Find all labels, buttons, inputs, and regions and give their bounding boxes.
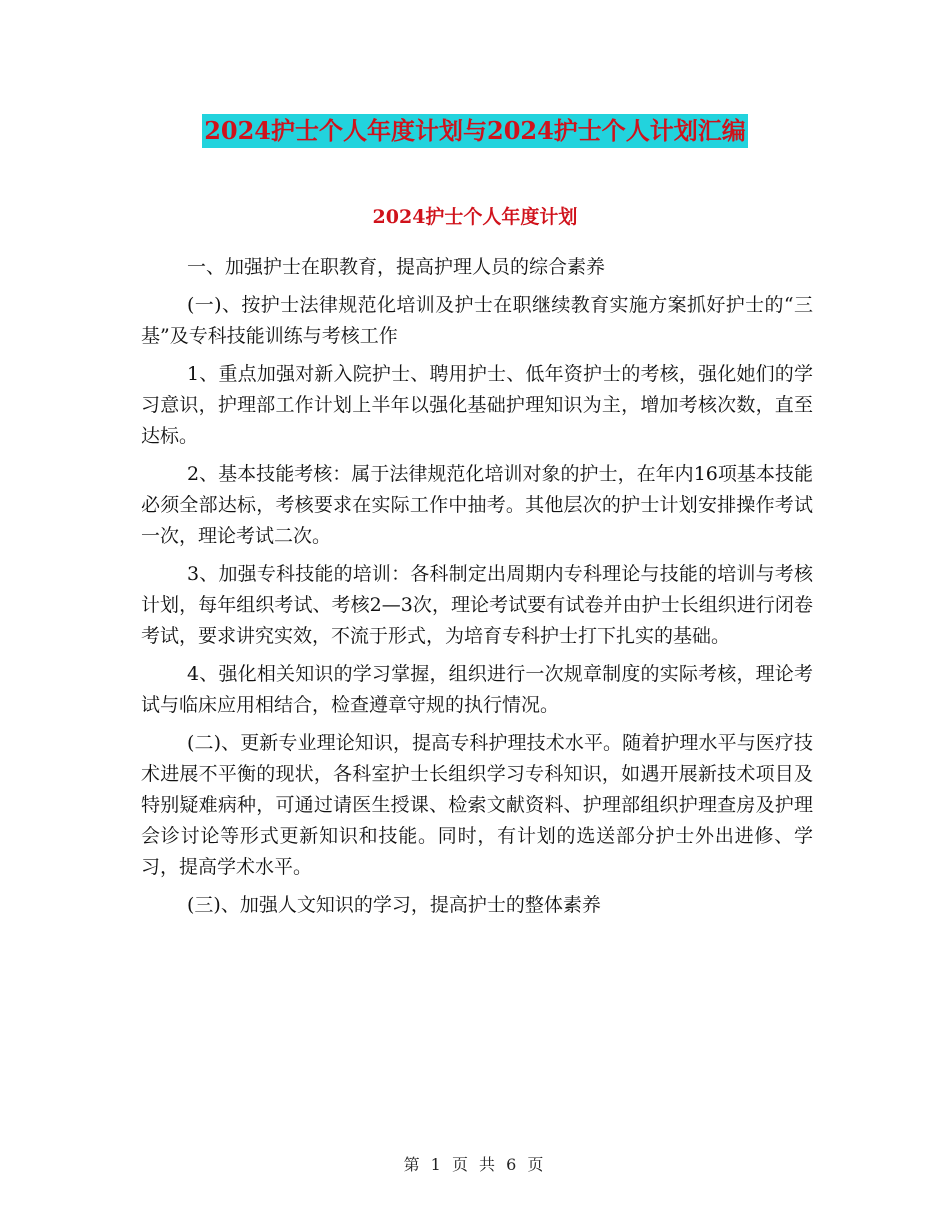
section-title: 2024护士个人年度计划 [372, 206, 578, 228]
paragraph: (二)、更新专业理论知识，提高专科护理技术水平。随着护理水平与医疗技术进展不平衡的现状，各科室护士长组织学习专科知识，如遇开展新技术项目及特别疑难病种，可通过请医生授课、检索文献资料、护理部组织护理查房及护理会诊讨论等形式更新知识和技能。同时，有计划的选送部分护士外出进修、学习，提高学术水平。 [141, 732, 813, 878]
page-footer: 第 1 页 共 6 页 [403, 1155, 547, 1174]
paragraph: 3、加强专科技能的培训：各科制定出周期内专科理论与技能的培训与考核计划，每年组织考试、考核2—3次，理论考试要有试卷并由护士长组织进行闭卷考试，要求讲究实效，不流于形式，为培育专科护士打下扎实的基础。 [141, 563, 813, 647]
paragraph: (一)、按护士法律规范化培训及护士在职继续教育实施方案抓好护士的“三基”及专科技能训练与考核工作 [141, 294, 813, 347]
document-title-container [0, 114, 950, 148]
paragraph: 1、重点加强对新入院护士、聘用护士、低年资护士的考核，强化她们的学习意识，护理部工作计划上半年以强化基础护理知识为主，增加考核次数，直至达标。 [141, 363, 813, 447]
paragraph: 2、基本技能考核：属于法律规范化培训对象的护士，在年内16项基本技能必须全部达标，考核要求在实际工作中抽考。其他层次的护士计划安排操作考试一次，理论考试二次。 [141, 463, 813, 547]
paragraph: (三)、加强人文知识的学习，提高护士的整体素养 [187, 894, 601, 916]
document-title: 2024护士个人年度计划与2024护士个人计划汇编 [202, 114, 748, 148]
document-body [141, 252, 813, 928]
paragraph: 一、加强护士在职教育，提高护理人员的综合素养 [187, 256, 606, 278]
paragraph: 4、强化相关知识的学习掌握，组织进行一次规章制度的实际考核，理论考试与临床应用相结合，检查遵章守规的执行情况。 [141, 663, 813, 716]
